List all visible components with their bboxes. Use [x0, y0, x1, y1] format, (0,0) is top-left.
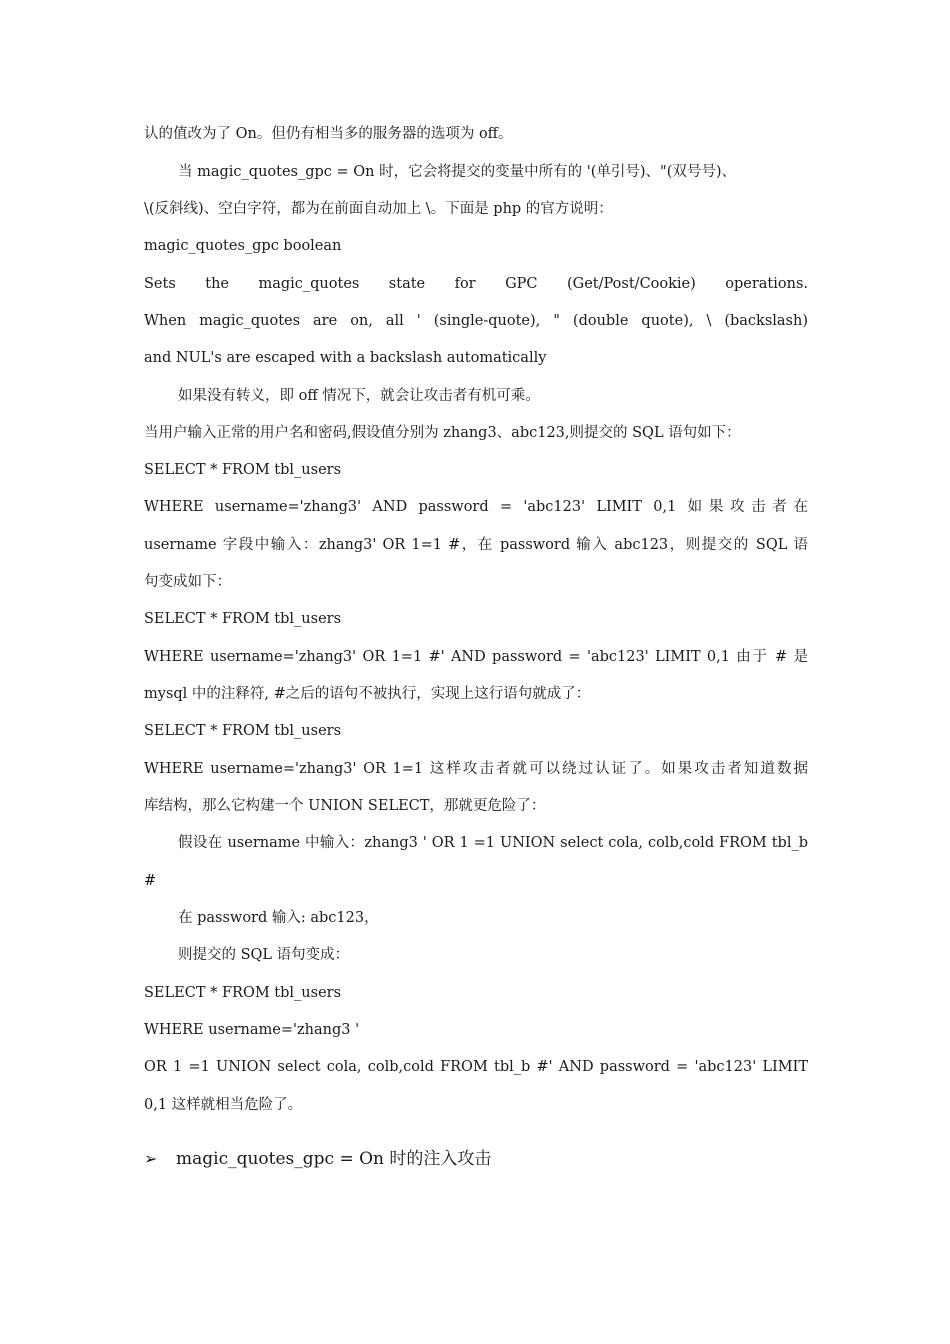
paragraph-line: 库结构，那么它构建一个 UNION SELECT，那就更危险了： [144, 798, 546, 814]
code-line: OR 1 =1 UNION select cola, colb,cold FROM tbl_b #' AND password = 'abc123' LIMIT [144, 1059, 808, 1075]
code-line: WHERE username='zhang3 ' [144, 1022, 360, 1038]
paragraph-line: 假设在 username 中输入：zhang3 ' OR 1 =1 UNION select cola, colb,cold FROM tbl_b [178, 835, 808, 851]
paragraph-line: 如果没有转义，即 off 情况下，就会让攻击者有机可乘。 [178, 388, 540, 404]
code-line: SELECT * FROM tbl_users [144, 462, 342, 478]
paragraph-line: mysql 中的注释符, #之后的语句不被执行，实现上这行语句就成了： [144, 686, 591, 702]
paragraph-line: 则提交的 SQL 语句变成： [178, 947, 350, 963]
code-line: SELECT * FROM tbl_users [144, 611, 342, 627]
paragraph-line: When magic_quotes are on, all ' (single-quote), " (double quote), \ (backslash) [144, 313, 808, 329]
paragraph-line: magic_quotes_gpc boolean [144, 238, 342, 254]
paragraph-line: \(反斜线)、空白字符，都为在前面自动加上 \。下面是 php 的官方说明： [144, 201, 613, 217]
code-line: WHERE username='zhang3' AND password = 'abc123' LIMIT 0,1 如果攻击者在 [144, 499, 808, 515]
section-heading [144, 1148, 491, 1170]
arrow-bullet-icon: ➢ [144, 1149, 158, 1168]
paragraph-line: 0,1 这样就相当危险了。 [144, 1097, 303, 1113]
paragraph-line: 句变成如下： [144, 574, 231, 590]
code-line: SELECT * FROM tbl_users [144, 723, 342, 739]
code-line: SELECT * FROM tbl_users [144, 985, 342, 1001]
paragraph-line: 在 password 输入: abc123， [178, 910, 379, 926]
paragraph-line: and NUL's are escaped with a backslash automatically [144, 350, 547, 366]
paragraph-line: 当 magic_quotes_gpc = On 时，它会将提交的变量中所有的 '(单引号)、"(双号号)、 [178, 164, 737, 180]
paragraph-line: 认的值改为了 On。但仍有相当多的服务器的选项为 off。 [144, 126, 513, 142]
section-heading-text: magic_quotes_gpc = On 时的注入攻击 [176, 1149, 492, 1169]
paragraph-line: Sets the magic_quotes state for GPC (Get/Post/Cookie) operations. [144, 276, 808, 292]
paragraph-line: # [144, 873, 157, 889]
code-line: WHERE username='zhang3' OR 1=1 这样攻击者就可以绕过认证了。如果攻击者知道数据 [144, 761, 808, 777]
paragraph-line: 当用户输入正常的用户名和密码,假设值分别为 zhang3、abc123,则提交的 SQL 语句如下： [144, 425, 741, 441]
code-line: WHERE username='zhang3' OR 1=1 #' AND password = 'abc123' LIMIT 0,1 由于 # 是 [144, 649, 808, 665]
paragraph-line: username 字段中输入：zhang3' OR 1=1 #，在 password 输入 abc123，则提交的 SQL 语 [144, 537, 808, 553]
